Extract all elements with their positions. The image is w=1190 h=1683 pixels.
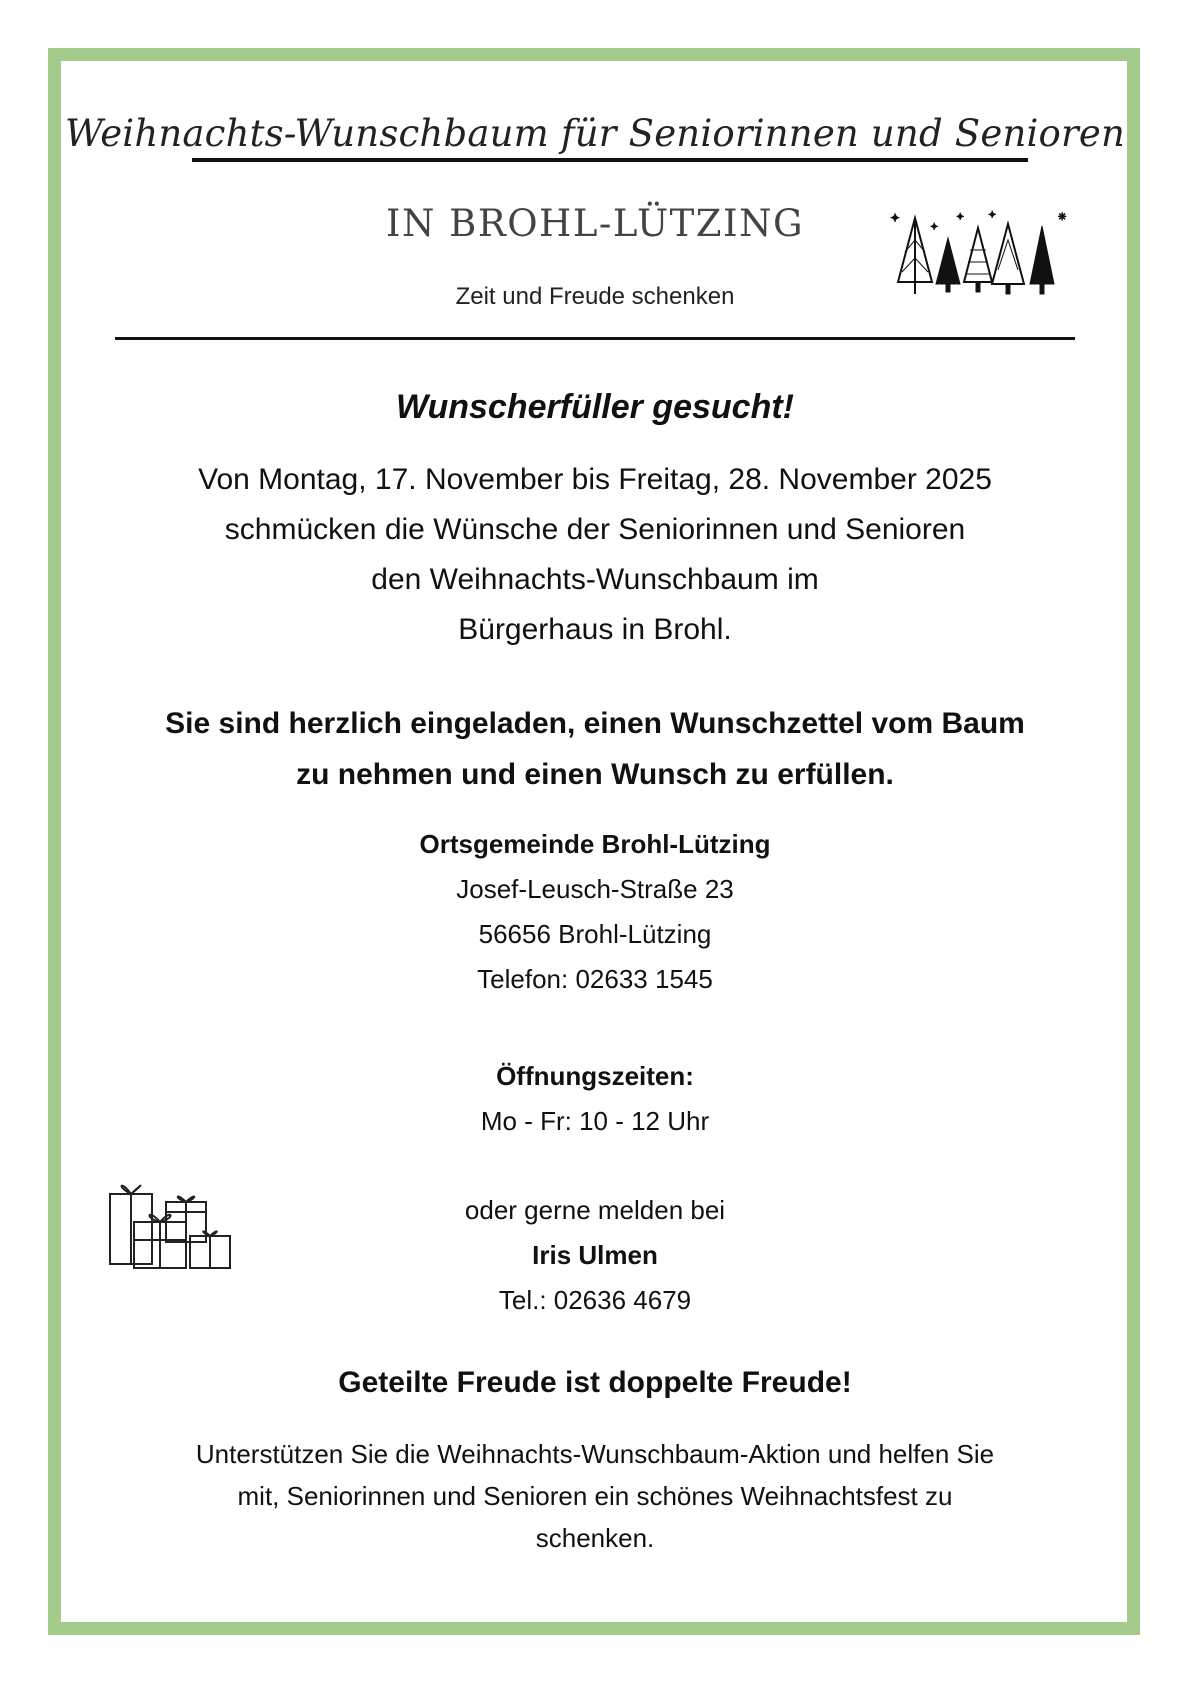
title-underline <box>192 158 1028 162</box>
alt-contact-name: Iris Ulmen <box>532 1240 658 1270</box>
hours-label: Öffnungszeiten: <box>496 1061 694 1091</box>
script-title: Weihnachts-Wunschbaum für Seniorinnen und Senioren <box>64 112 1126 155</box>
closing-heading: Geteilte Freude ist doppelte Freude! <box>338 1366 852 1399</box>
phone-number: Telefon: 02633 1545 <box>477 964 713 994</box>
closing-paragraph <box>0 1433 1190 1559</box>
main-heading: Wunscherfüller gesucht! <box>396 388 794 426</box>
christmas-trees-icon <box>890 210 1070 300</box>
org-name: Ortsgemeinde Brohl-Lützing <box>419 829 771 859</box>
closing-line: Unterstützen Sie die Weihnachts-Wunschbaum-Aktion und helfen Sie <box>195 1439 995 1469</box>
svg-text:✳: ✳ <box>1058 212 1067 223</box>
closing-line: schenken. <box>535 1523 655 1553</box>
invite-paragraph <box>0 698 1190 800</box>
intro-paragraph <box>0 455 1190 655</box>
invite-line: Sie sind herzlich eingeladen, einen Wunschzettel vom Baum <box>165 707 1025 740</box>
invite-line: zu nehmen und einen Wunsch zu erfüllen. <box>296 758 894 791</box>
intro-line: schmücken die Wünsche der Seniorinnen und Senioren <box>224 513 966 546</box>
alt-contact-intro: oder gerne melden bei <box>464 1195 726 1225</box>
closing-line: mit, Seniorinnen und Senioren ein schönes Weihnachtsfest zu <box>237 1481 953 1511</box>
svg-text:✦: ✦ <box>988 210 997 221</box>
opening-hours: Mo - Fr: 10 - 12 Uhr <box>480 1106 710 1136</box>
svg-text:✦: ✦ <box>890 211 901 225</box>
svg-text:✦: ✦ <box>930 222 939 233</box>
intro-line: Von Montag, 17. November bis Freitag, 28. November 2025 <box>198 463 992 496</box>
city-address: 56656 Brohl-Lützing <box>478 919 712 949</box>
location-subtitle: IN BROHL-LÜTZING <box>385 202 805 245</box>
tagline: Zeit und Freude schenken <box>455 283 735 310</box>
header-divider <box>115 337 1075 340</box>
alt-contact-phone: Tel.: 02636 4679 <box>498 1285 692 1315</box>
intro-line: den Weihnachts-Wunschbaum im <box>371 563 819 596</box>
street-address: Josef-Leusch-Straße 23 <box>456 874 734 904</box>
intro-line: Bürgerhaus in Brohl. <box>458 613 732 646</box>
gift-boxes-icon <box>106 1172 238 1272</box>
svg-text:✦: ✦ <box>956 212 965 223</box>
